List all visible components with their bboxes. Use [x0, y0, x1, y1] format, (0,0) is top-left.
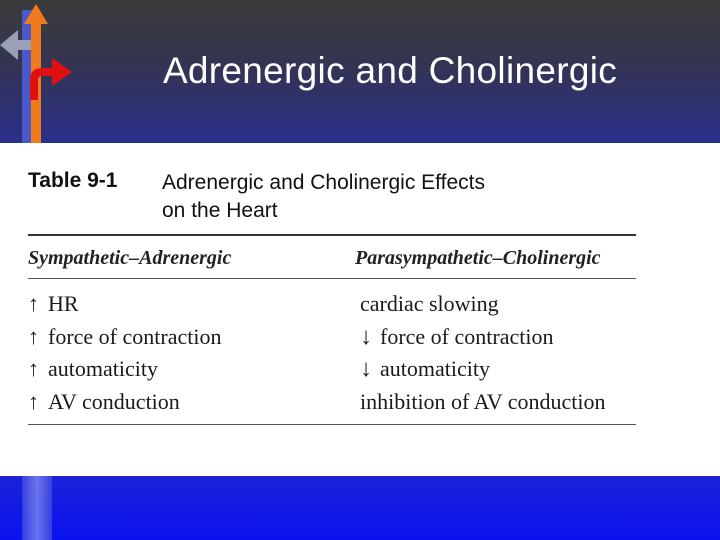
effect-text: force of contraction [48, 323, 222, 349]
effect-text: automaticity [380, 356, 490, 382]
effect-text: cardiac slowing [360, 291, 499, 317]
effect-text: automaticity [48, 356, 158, 382]
footer-decoration [22, 476, 52, 540]
up-arrow-icon: ↑ [28, 323, 39, 349]
table-top-rule [28, 234, 636, 236]
table-caption [162, 169, 582, 225]
table-row [28, 288, 221, 321]
down-arrow-icon: ↓ [360, 323, 372, 350]
table-row [360, 386, 605, 419]
up-arrow-icon: ↑ [28, 291, 39, 317]
table-row [360, 353, 605, 386]
effect-text: HR [48, 291, 79, 317]
effect-text: inhibition of AV conduction [360, 388, 606, 414]
effect-text: AV conduction [48, 388, 180, 414]
table-row [360, 321, 605, 354]
table-label: Table 9-1 [28, 169, 118, 192]
table-caption-line-1: Adrenergic and Cholinergic Effects [162, 171, 485, 194]
table-row [28, 321, 221, 354]
table-row [28, 386, 221, 419]
table-header-rule [28, 278, 636, 279]
slide-title: Adrenergic and Cholinergic [162, 50, 618, 91]
table-caption-line-2: on the Heart [162, 199, 278, 222]
column-header-parasympathetic: Parasympathetic–Cholinergic [355, 247, 601, 269]
table-row [360, 288, 605, 321]
column-header-sympathetic: Sympathetic–Adrenergic [28, 247, 232, 269]
slide-footer [0, 476, 720, 540]
table-row [28, 353, 221, 386]
sympathetic-effects-list [28, 288, 221, 418]
table-figure [0, 143, 720, 476]
effect-text: force of contraction [380, 323, 554, 349]
parasympathetic-effects-list [360, 288, 605, 418]
table-bottom-rule [28, 424, 636, 425]
up-arrow-icon: ↑ [28, 388, 39, 414]
down-arrow-icon: ↓ [360, 356, 372, 383]
up-arrow-icon: ↑ [28, 356, 39, 382]
